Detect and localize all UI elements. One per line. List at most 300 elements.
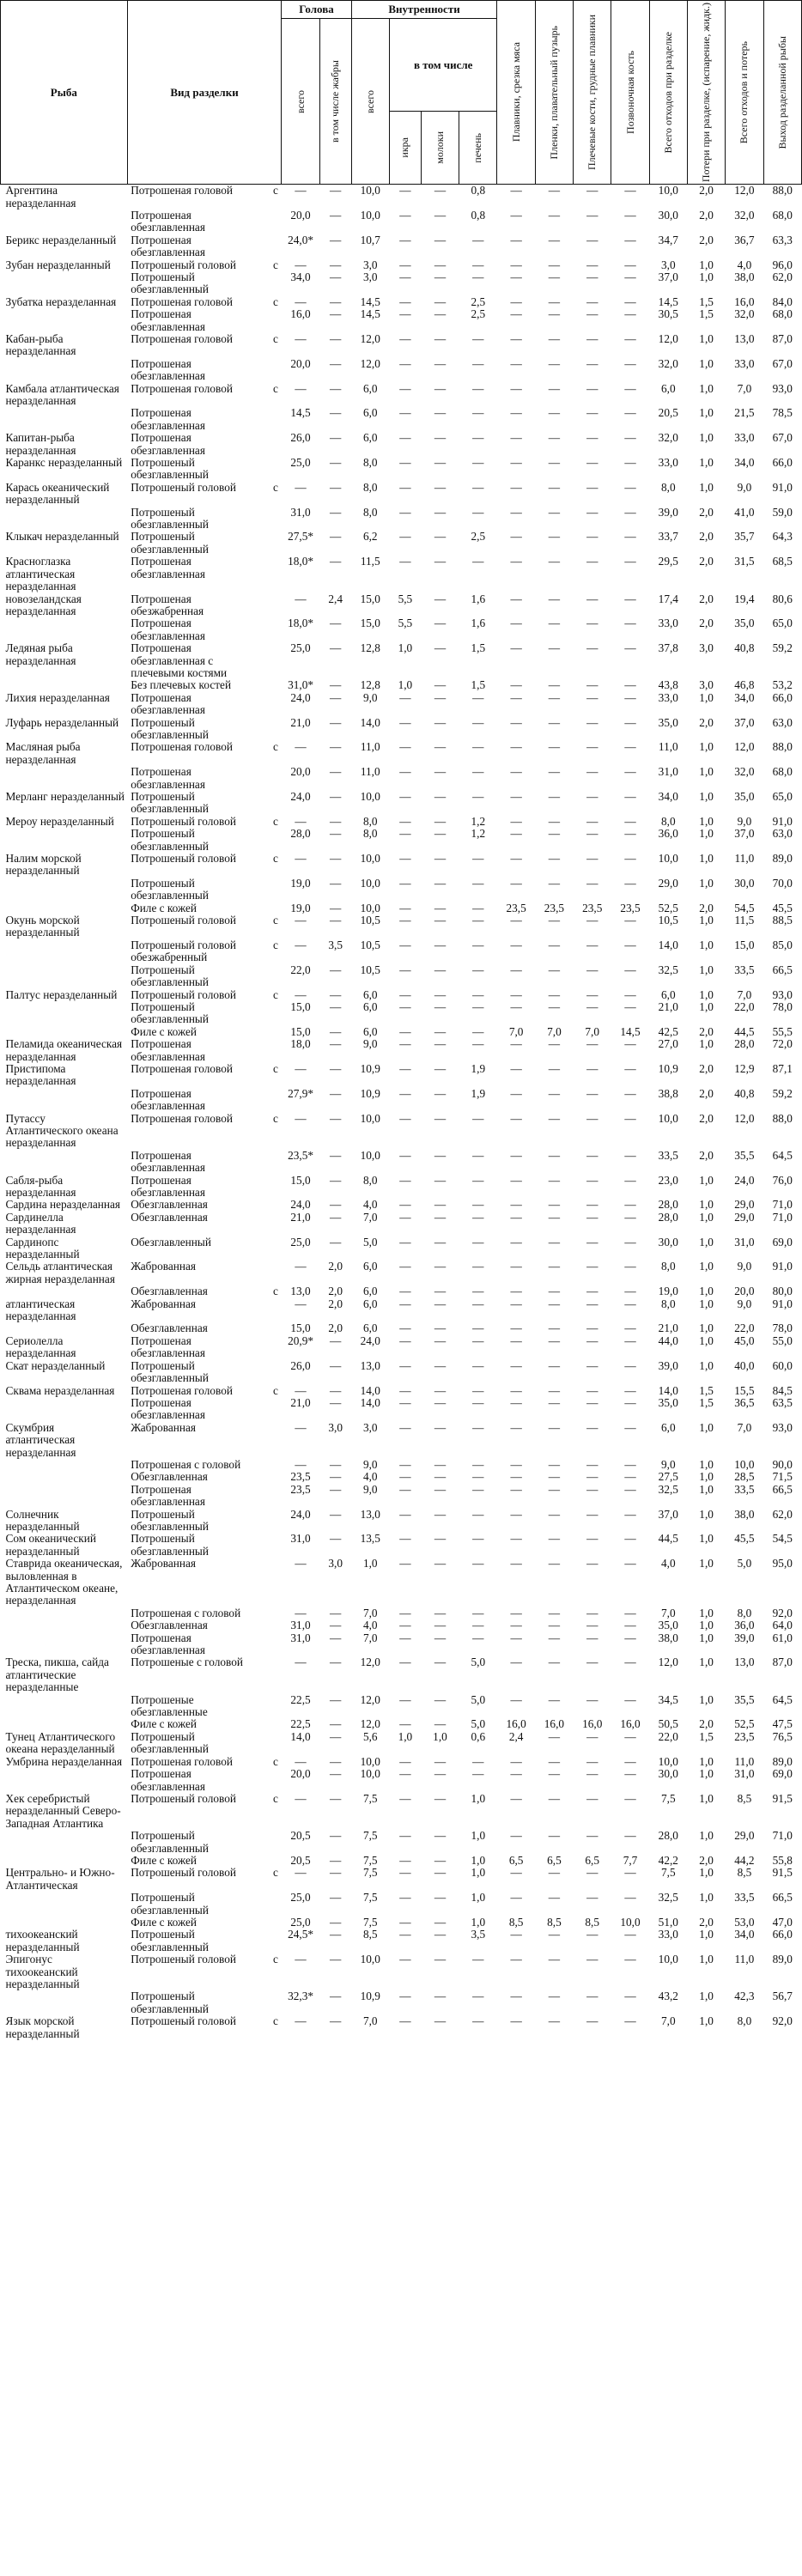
head-all-cell: 20,0 <box>290 765 311 779</box>
liver-cell: 1,6 <box>471 617 486 630</box>
total-waste-cell: 51,0 <box>658 1915 678 1929</box>
roe-cell: — <box>399 1235 411 1249</box>
head-gills-cell: 2,0 <box>328 1297 343 1310</box>
cut-type-cell: Потрошеная обезглавленная <box>131 1482 205 1509</box>
head-gills-cell: — <box>330 715 342 729</box>
head-all-cell: 21,0 <box>290 1210 311 1224</box>
cut-type-cell: Потрошеная обезглавленная <box>131 307 205 333</box>
fins-cell: — <box>510 406 522 420</box>
table-row <box>1 1038 802 1063</box>
milt-cell: — <box>434 1606 447 1619</box>
films-cell: — <box>548 406 561 420</box>
head-gills-cell: — <box>330 431 342 445</box>
shoulder-cell: — <box>586 814 598 828</box>
fins-cell: — <box>510 938 522 951</box>
losses-cell: 2,0 <box>699 1915 714 1929</box>
viscera-all-cell: 10,0 <box>360 1754 380 1768</box>
milt-cell: — <box>434 1198 447 1212</box>
cut-type-cell: Потрошеная головой <box>131 381 233 395</box>
liver-cell: — <box>472 1420 484 1434</box>
liver-cell: 5,0 <box>471 1656 486 1669</box>
liver-cell: 1,5 <box>471 641 486 655</box>
cut-type-cell: Потрошеный обезглавленный <box>131 505 209 532</box>
roe-cell: — <box>399 1260 411 1273</box>
shoulder-cell: — <box>586 1631 598 1644</box>
table-row <box>1 791 802 816</box>
roe-cell: — <box>399 1383 411 1397</box>
losses-cell: 1,0 <box>699 1334 714 1347</box>
fish-name-cell <box>1 1026 128 1038</box>
losses-cell: 1,0 <box>699 1829 714 1843</box>
milt-cell: — <box>434 1383 447 1397</box>
total-waste-cell: 33,0 <box>658 456 678 470</box>
cut-type-cell: Потрошеные обезглавленные <box>131 1692 208 1719</box>
head-gills-cell: — <box>330 1990 342 2003</box>
head-gills-cell: — <box>330 406 342 420</box>
mark-cell <box>263 432 282 457</box>
mark-cell: с <box>272 1953 278 1966</box>
table-row <box>1 333 802 358</box>
viscera-all-cell: 3,0 <box>362 270 378 283</box>
milt-cell: — <box>434 406 447 420</box>
fins-cell: — <box>510 270 522 283</box>
head-all-cell: 14,0 <box>290 1729 311 1743</box>
milt-cell: — <box>434 814 447 828</box>
losses-cell: 2,0 <box>699 1086 714 1100</box>
spine-cell: — <box>624 1334 636 1347</box>
head-gills-cell: — <box>330 1395 342 1409</box>
total-losses-cell: 21,5 <box>734 406 755 420</box>
roe-cell: — <box>399 790 411 804</box>
total-losses-cell: 40,8 <box>734 1086 755 1100</box>
fins-cell: — <box>510 331 522 345</box>
head-all-cell: — <box>295 381 307 395</box>
fins-cell: — <box>510 505 522 519</box>
milt-cell: — <box>434 233 447 246</box>
roe-cell: — <box>399 1915 411 1929</box>
spine-cell: 14,5 <box>620 1024 641 1038</box>
table-row <box>1 1113 802 1150</box>
head-gills-cell: — <box>330 1037 342 1051</box>
head-all-cell: 21,0 <box>290 715 311 729</box>
milt-cell: — <box>434 505 447 519</box>
spine-cell: — <box>624 876 636 890</box>
mark-cell <box>263 1422 282 1459</box>
fish-name-cell: Красноглазка атлантическая неразделанная <box>5 555 76 593</box>
roe-cell: — <box>399 852 411 866</box>
mark-cell <box>263 617 282 642</box>
header-viscera: Внутренности <box>351 1 497 19</box>
shoulder-cell: — <box>586 1656 598 1669</box>
losses-cell: 1,0 <box>699 740 714 754</box>
total-losses-cell: 33,0 <box>734 356 755 370</box>
table-row <box>1 902 802 914</box>
table-row <box>1 617 802 642</box>
total-waste-cell: 37,0 <box>658 270 678 283</box>
yield-cell: 78,0 <box>772 1321 793 1335</box>
yield-cell: 80,6 <box>772 592 793 605</box>
shoulder-cell: — <box>586 1619 598 1632</box>
films-cell: — <box>548 1198 561 1212</box>
total-losses-cell: 15,5 <box>734 1383 755 1397</box>
total-waste-cell: 14,0 <box>658 938 678 951</box>
total-losses-cell: 7,0 <box>737 381 752 395</box>
milt-cell: — <box>434 555 447 568</box>
films-cell: — <box>548 1767 561 1781</box>
milt-cell: — <box>434 1395 447 1409</box>
viscera-all-cell: 6,0 <box>362 1285 378 1298</box>
spine-cell: — <box>624 914 636 927</box>
spine-cell: — <box>624 1235 636 1249</box>
shoulder-cell: — <box>586 270 598 283</box>
head-all-cell: 22,5 <box>290 1692 311 1706</box>
shoulder-cell: — <box>586 1767 598 1781</box>
liver-cell: 5,0 <box>471 1717 486 1731</box>
yield-cell: 85,0 <box>772 938 793 951</box>
cut-type-cell: Потрошеная обезглавленная <box>131 406 205 432</box>
table-row <box>1 1892 802 1917</box>
shoulder-cell: — <box>586 876 598 890</box>
liver-cell: — <box>472 987 484 1001</box>
yield-cell: 59,2 <box>772 641 793 655</box>
cut-type-cell: Потрошеный обезглавленный <box>131 1928 209 1953</box>
table-row <box>1 1694 802 1719</box>
films-cell: — <box>548 1754 561 1768</box>
total-losses-cell: 38,0 <box>734 1507 755 1521</box>
roe-cell: — <box>399 963 411 976</box>
total-waste-cell: 10,0 <box>658 1754 678 1768</box>
viscera-all-cell: 9,0 <box>362 1457 378 1471</box>
head-all-cell: — <box>295 1260 307 1273</box>
viscera-all-cell: 10,0 <box>360 1111 380 1125</box>
cut-type-cell: Потрошеная обезглавленная <box>131 765 205 791</box>
cut-type-cell: Потрошеный обезглавленный <box>131 790 209 816</box>
total-waste-cell: 39,0 <box>658 505 678 519</box>
fish-name-cell: Солнечник неразделанный <box>5 1507 80 1533</box>
head-gills-cell: — <box>330 295 342 308</box>
head-all-cell: 31,0 <box>290 1631 311 1644</box>
films-cell: — <box>548 914 561 927</box>
fins-cell: — <box>510 1829 522 1843</box>
fins-cell: — <box>510 690 522 704</box>
total-losses-cell: 8,5 <box>737 1866 752 1880</box>
yield-cell: 55,8 <box>772 1853 793 1867</box>
head-gills-cell: — <box>330 1210 342 1224</box>
films-cell: — <box>548 1420 561 1434</box>
total-losses-cell: 44,5 <box>734 1024 755 1038</box>
cut-type-cell: Потрошеная обезглавленная <box>131 1395 205 1422</box>
mark-cell: с <box>272 2014 278 2028</box>
shoulder-cell: — <box>586 914 598 927</box>
fish-name-cell <box>1 1285 128 1297</box>
films-cell: 23,5 <box>544 901 565 914</box>
roe-cell: — <box>399 1148 411 1162</box>
head-all-cell: 20,5 <box>290 1853 311 1867</box>
cut-type-cell: Потрошеная обезглавленная <box>131 1173 205 1200</box>
table-row <box>1 210 802 234</box>
total-waste-cell: 38,8 <box>658 1086 678 1100</box>
spine-cell: — <box>624 678 636 692</box>
head-gills-cell: — <box>330 270 342 283</box>
fish-name-cell: Луфарь неразделанный <box>5 715 119 729</box>
head-gills-cell: — <box>330 456 342 470</box>
cut-type-cell: Потрошеный обезглавленный <box>131 999 209 1026</box>
fins-cell: — <box>510 814 522 828</box>
total-losses-cell: 4,0 <box>737 258 752 271</box>
head-all-cell: — <box>295 2014 307 2028</box>
mark-cell: с <box>272 987 278 1001</box>
liver-cell: 1,5 <box>471 678 486 692</box>
total-waste-cell: 8,0 <box>661 814 676 828</box>
total-losses-cell: 19,4 <box>734 592 755 605</box>
liver-cell: — <box>472 1619 484 1632</box>
spine-cell: — <box>624 1532 636 1546</box>
mark-cell <box>263 210 282 234</box>
fish-name-cell <box>1 407 128 432</box>
roe-cell: — <box>399 999 411 1013</box>
head-gills-cell: 2,0 <box>328 1321 343 1335</box>
roe-cell: — <box>399 307 411 321</box>
viscera-all-cell: 10,5 <box>360 963 380 976</box>
roe-cell: — <box>399 715 411 729</box>
roe-cell: — <box>399 1061 411 1075</box>
total-losses-cell: 35,0 <box>734 617 755 630</box>
total-losses-cell: 33,5 <box>734 963 755 976</box>
head-all-cell: 15,0 <box>290 999 311 1013</box>
films-cell: — <box>548 1321 561 1335</box>
fins-cell: — <box>510 1037 522 1051</box>
roe-cell: — <box>399 1024 411 1038</box>
fins-cell: — <box>510 999 522 1013</box>
head-gills-cell: — <box>330 1358 342 1372</box>
liver-cell: — <box>472 331 484 345</box>
table-row <box>1 507 802 532</box>
viscera-all-cell: 11,0 <box>360 765 380 779</box>
shoulder-cell: — <box>586 1420 598 1434</box>
spine-cell: — <box>624 1791 636 1805</box>
total-losses-cell: 40,0 <box>734 1358 755 1372</box>
spine-cell: — <box>624 1953 636 1966</box>
losses-cell: 1,0 <box>699 914 714 927</box>
spine-cell: — <box>624 456 636 470</box>
yield-cell: 68,5 <box>772 555 793 568</box>
fins-cell: — <box>510 555 522 568</box>
fins-cell: — <box>510 1866 522 1880</box>
liver-cell: 0,6 <box>471 1729 486 1743</box>
cut-type-cell: Жаброванная <box>131 1297 196 1310</box>
spine-cell: — <box>624 480 636 494</box>
cut-type-cell: Обезглавленный <box>131 1235 211 1249</box>
head-gills-cell: — <box>330 914 342 927</box>
spine-cell: 10,0 <box>620 1915 641 1929</box>
fish-name-cell: Сардинопс неразделанный <box>5 1235 80 1261</box>
shoulder-cell: — <box>586 456 598 470</box>
yield-cell: 60,0 <box>772 1358 793 1372</box>
head-all-cell: 25,0 <box>290 456 311 470</box>
total-waste-cell: 17,4 <box>658 592 678 605</box>
head-all-cell: 22,5 <box>290 1717 311 1731</box>
fish-name-cell: Палтус неразделанный <box>5 987 118 1001</box>
shoulder-cell: — <box>586 1198 598 1212</box>
head-gills-cell: — <box>330 1173 342 1187</box>
head-gills-cell: — <box>330 740 342 754</box>
roe-cell: — <box>399 1198 411 1212</box>
total-losses-cell: 11,0 <box>734 1754 755 1768</box>
mark-cell <box>263 1459 282 1471</box>
losses-cell: 2,0 <box>699 617 714 630</box>
liver-cell: — <box>472 456 484 470</box>
shoulder-cell: — <box>586 1395 598 1409</box>
yield-cell: 93,0 <box>772 1420 793 1434</box>
head-all-cell: — <box>295 1297 307 1310</box>
cut-type-cell: Филе с кожей <box>131 1717 197 1731</box>
header-total-losses: Всего отходов и потерь <box>726 1 763 185</box>
shoulder-cell: — <box>586 1285 598 1298</box>
mark-cell <box>263 1990 282 2015</box>
fish-name-cell <box>1 1632 128 1657</box>
losses-cell: 2,0 <box>699 184 714 197</box>
total-losses-cell: 32,0 <box>734 765 755 779</box>
mark-cell <box>263 1175 282 1200</box>
head-all-cell: 26,0 <box>290 431 311 445</box>
fins-cell: — <box>510 258 522 271</box>
head-gills-cell: — <box>330 1235 342 1249</box>
fish-name-cell <box>1 1768 128 1793</box>
cut-type-cell: Потрошеный обезглавленный <box>131 827 209 853</box>
head-all-cell: — <box>295 1656 307 1669</box>
total-losses-cell: 35,5 <box>734 1148 755 1162</box>
cut-type-cell: Потрошеный обезглавленный <box>131 530 209 556</box>
head-gills-cell: — <box>330 790 342 804</box>
viscera-all-cell: 8,0 <box>362 480 378 494</box>
roe-cell: 5,5 <box>398 592 413 605</box>
yield-cell: 72,0 <box>772 1037 793 1051</box>
total-losses-cell: 53,0 <box>734 1915 755 1929</box>
head-all-cell: 24,5* <box>288 1928 313 1941</box>
spine-cell: — <box>624 1358 636 1372</box>
losses-cell: 1,0 <box>699 1754 714 1768</box>
fins-cell: — <box>510 1990 522 2003</box>
viscera-all-cell: 10,0 <box>360 1148 380 1162</box>
shoulder-cell: 16,0 <box>582 1717 603 1731</box>
table-row <box>1 1607 802 1619</box>
total-losses-cell: 36,0 <box>734 1619 755 1632</box>
losses-cell: 1,0 <box>699 1891 714 1905</box>
shoulder-cell: — <box>586 1692 598 1706</box>
mark-cell <box>263 902 282 914</box>
spine-cell: — <box>624 1148 636 1162</box>
spine-cell: — <box>624 1619 636 1632</box>
table-row <box>1 642 802 679</box>
head-all-cell: 18,0* <box>288 617 313 630</box>
liver-cell: — <box>472 1953 484 1966</box>
spine-cell: — <box>624 331 636 345</box>
roe-cell: — <box>399 1037 411 1051</box>
yield-cell: 91,5 <box>772 1866 793 1880</box>
yield-cell: 91,5 <box>772 1791 793 1805</box>
milt-cell: — <box>434 765 447 779</box>
films-cell: — <box>548 270 561 283</box>
liver-cell: 1,0 <box>471 1791 486 1805</box>
films-cell: — <box>548 740 561 754</box>
films-cell: 16,0 <box>544 1717 565 1731</box>
head-gills-cell: — <box>330 1606 342 1619</box>
roe-cell: — <box>399 1482 411 1496</box>
fish-name-cell: Зубан неразделанный <box>5 258 111 271</box>
fish-name-cell: Тунец Атлантического океана неразделанный <box>5 1729 116 1756</box>
viscera-all-cell: 6,0 <box>362 1024 378 1038</box>
losses-cell: 1,0 <box>699 270 714 283</box>
roe-cell: — <box>399 1928 411 1941</box>
spine-cell: — <box>624 356 636 370</box>
fish-name-cell: тихоокеанский неразделанный <box>5 1928 80 1953</box>
cut-type-cell: Потрошеная головой <box>131 331 233 345</box>
fish-name-cell <box>1 1397 128 1422</box>
losses-cell: 1,0 <box>699 1953 714 1966</box>
fins-cell: — <box>510 1285 522 1298</box>
table-row <box>1 1236 802 1261</box>
viscera-all-cell: 8,5 <box>362 1928 378 1941</box>
liver-cell: — <box>472 765 484 779</box>
head-all-cell: 32,3* <box>288 1990 313 2003</box>
milt-cell: — <box>434 1631 447 1644</box>
cut-type-cell: Потрошеная головой <box>131 184 233 197</box>
mark-cell <box>263 234 282 259</box>
yield-cell: 92,0 <box>772 2014 793 2028</box>
yield-cell: 91,0 <box>772 1260 793 1273</box>
roe-cell: — <box>399 1358 411 1372</box>
fins-cell: — <box>510 1482 522 1496</box>
fish-name-cell: Окунь морской неразделанный <box>5 914 80 939</box>
fish-name-cell <box>1 358 128 383</box>
header-head-all: всего <box>282 19 319 185</box>
roe-cell: — <box>399 1692 411 1706</box>
shoulder-cell: — <box>586 715 598 729</box>
header-shoulder: Плечевые кости, грудные плавники <box>574 1 611 185</box>
shoulder-cell: — <box>586 406 598 420</box>
milt-cell: — <box>434 1024 447 1038</box>
mark-cell <box>263 1619 282 1631</box>
total-waste-cell: 34,5 <box>658 1692 678 1706</box>
viscera-all-cell: 11,5 <box>360 555 380 568</box>
liver-cell: 2,5 <box>471 307 486 321</box>
table-row <box>1 1001 802 1026</box>
fins-cell: 23,5 <box>506 901 526 914</box>
roe-cell: — <box>399 1210 411 1224</box>
viscera-all-cell: 12,0 <box>360 1656 380 1669</box>
shoulder-cell: — <box>586 1990 598 2003</box>
table-row <box>1 1656 802 1693</box>
viscera-all-cell: 10,5 <box>360 914 380 927</box>
losses-cell: 1,0 <box>699 1791 714 1805</box>
fins-cell: — <box>510 1260 522 1273</box>
total-losses-cell: 52,5 <box>734 1717 755 1731</box>
fish-name-cell: Аргентина неразделанная <box>5 184 76 210</box>
yield-cell: 61,0 <box>772 1631 793 1644</box>
liver-cell: 5,0 <box>471 1692 486 1706</box>
roe-cell: — <box>399 2014 411 2028</box>
milt-cell: — <box>434 1358 447 1372</box>
viscera-all-cell: 8,0 <box>362 505 378 519</box>
head-all-cell: 23,5 <box>290 1482 311 1496</box>
total-losses-cell: 8,0 <box>737 1606 752 1619</box>
fish-name-cell: Камбала атлантическая неразделанная <box>5 381 119 408</box>
spine-cell: — <box>624 1656 636 1669</box>
films-cell: — <box>548 1210 561 1224</box>
fish-name-cell: Путассу Атлантического океана неразделанная <box>5 1111 118 1150</box>
total-waste-cell: 8,0 <box>661 1260 676 1273</box>
films-cell: — <box>548 827 561 841</box>
